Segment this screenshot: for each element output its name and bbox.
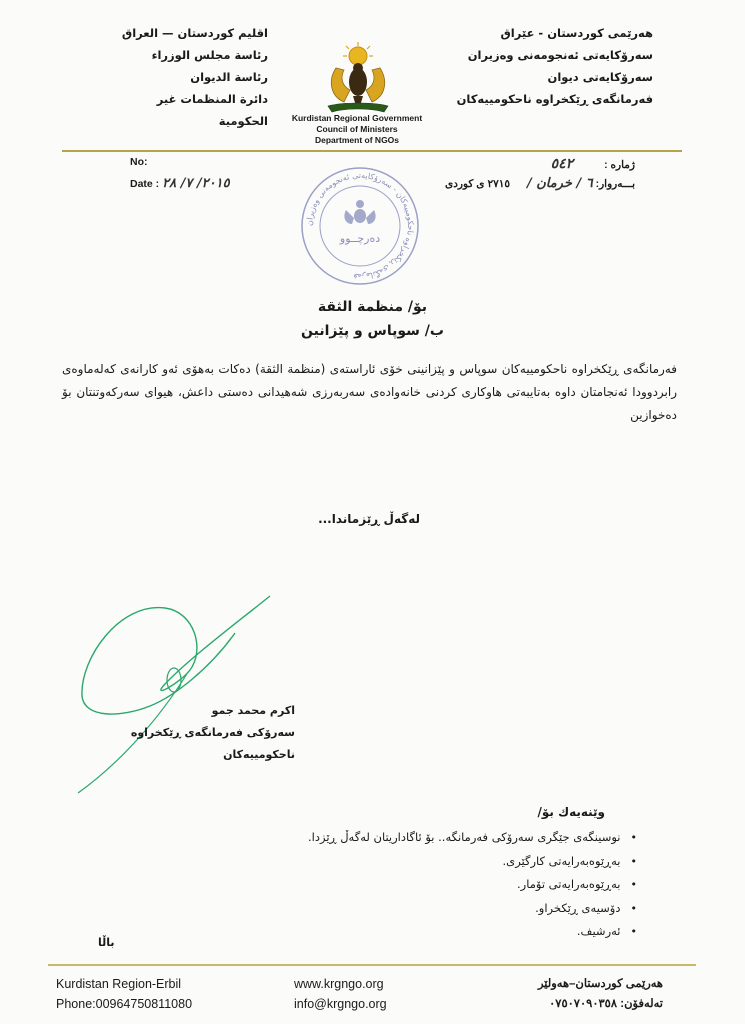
footer-divider: [48, 964, 696, 966]
kurdish-date-value: ٦ / خرمان /: [526, 176, 593, 191]
header-arabic-line: اقليم كوردستان — العراق: [121, 26, 268, 40]
kurdish-year: ٢٧١٥ ی كوردی: [444, 178, 510, 190]
number-row: [551, 156, 635, 172]
signatory: [110, 700, 295, 766]
cc-title: وێنەیەك بۆ/: [537, 805, 605, 819]
org-english: [262, 113, 452, 146]
footer-address-en: Kurdistan Region-Erbil: [56, 977, 182, 991]
header-arabic-line: رئاسة مجلس الوزراء: [151, 48, 268, 62]
kurdish-date-label: بـــەروار:: [595, 178, 635, 190]
header-divider: [62, 150, 682, 152]
footer-website-link[interactable]: www.krgngo.org: [294, 977, 384, 991]
stamp-center-text: دەرچــوو: [339, 232, 381, 245]
cc-item: • ئەرشیف.: [308, 920, 637, 944]
cc-list: [308, 826, 637, 944]
signatory-name: اكرم محمد جمو: [211, 704, 295, 717]
cc-item: • نوسینگەی جێگری سەرۆكی فەرمانگە.. بۆ ئاگاداریتان لەگەڵ ڕێزدا.: [308, 826, 637, 850]
kurdish-date-row: [445, 176, 635, 191]
letter-body: فەرمانگەی ڕێكخراوە ناحكومییەكان سوپاس و پێزانینی خۆی ئاراستەی (منظمة الثقة) دەكات بەهۆی ئەو كارانەی كەلەماوەی رابردوودا ئەنجامتان داوە بەتایبەتی هاوكاری كردنی خانەوادەی سەربەرزی شەهیدانی دەستی داعش، هیوای سەركەوتنتان بۆ دەخوازین: [62, 362, 677, 422]
closing-text: لەگەڵ ڕێزماندا...: [318, 512, 420, 526]
cc-item: • بەڕێوەبەرایەتی تۆمار.: [308, 873, 637, 897]
date-label: Date :: [130, 178, 160, 190]
footer-phone-en: Phone:00964750811080: [56, 997, 193, 1011]
krg-eagle-emblem-icon: [318, 40, 398, 114]
header-kurdish: [457, 22, 653, 110]
header-arabic: [118, 22, 268, 132]
footer-center: [294, 974, 387, 1014]
number-value: ٥٤٢: [550, 156, 574, 172]
header-arabic-line: دائرة المنظمات غير الحكومية: [156, 92, 268, 128]
handwritten-signature: [70, 588, 280, 798]
addressee-to: بۆ/ منظمة الثقة: [317, 299, 428, 315]
org-english-line: Department of NGOs: [314, 135, 400, 145]
no-label: No:: [130, 156, 148, 168]
date-row: [130, 176, 230, 191]
signatory-title: سەرۆكی فەرمانگەی ڕێكخراوە ناحكومییەكان: [130, 726, 295, 761]
footer-right: [538, 974, 663, 1014]
header-kurdish-line: فەرمانگەی ڕێكخراوە ناحكومییەكان: [456, 92, 653, 106]
number-label: ژمارە :: [604, 159, 635, 171]
footer-left: [56, 974, 192, 1014]
addressee-subject: ب/ سوپاس و پێزانین: [301, 323, 444, 339]
header-arabic-line: رئاسة الديوان: [190, 70, 268, 84]
stamp-ring-text: فەرمانگەی ڕێكخراوە ناحكومییەكان - سەرۆكایەتی ئەنجومەنی وەزیران: [304, 170, 416, 282]
footer-email-link[interactable]: info@krgngo.org: [294, 997, 387, 1011]
footer-phone-ku: تەلەفۆن: ٠٧٥٠٧٠٩٠٣٥٨: [549, 998, 663, 1010]
bala-note: باڵا: [98, 936, 115, 949]
date-value: ٢٠١٥/ ٧/ ٢٨: [162, 176, 230, 191]
cc-item: • دۆسیەی ڕێكخراو.: [308, 897, 637, 921]
header-kurdish-line: هەرێمی كوردستان - عێراق: [500, 26, 653, 40]
org-english-line: Council of Ministers: [316, 124, 398, 134]
footer-address-ku: هەرێمی كوردستان–هەولێر: [537, 978, 663, 990]
header-kurdish-line: سەرۆكایەتی ئەنجومەنی وەزیران: [467, 48, 653, 62]
org-english-line: Kurdistan Regional Government: [291, 113, 423, 123]
cc-item: • بەڕێوەبەرایەتی كارگێری.: [308, 850, 637, 874]
official-stamp: [298, 164, 422, 288]
header-kurdish-line: سەرۆكایەتی دیوان: [547, 70, 653, 84]
